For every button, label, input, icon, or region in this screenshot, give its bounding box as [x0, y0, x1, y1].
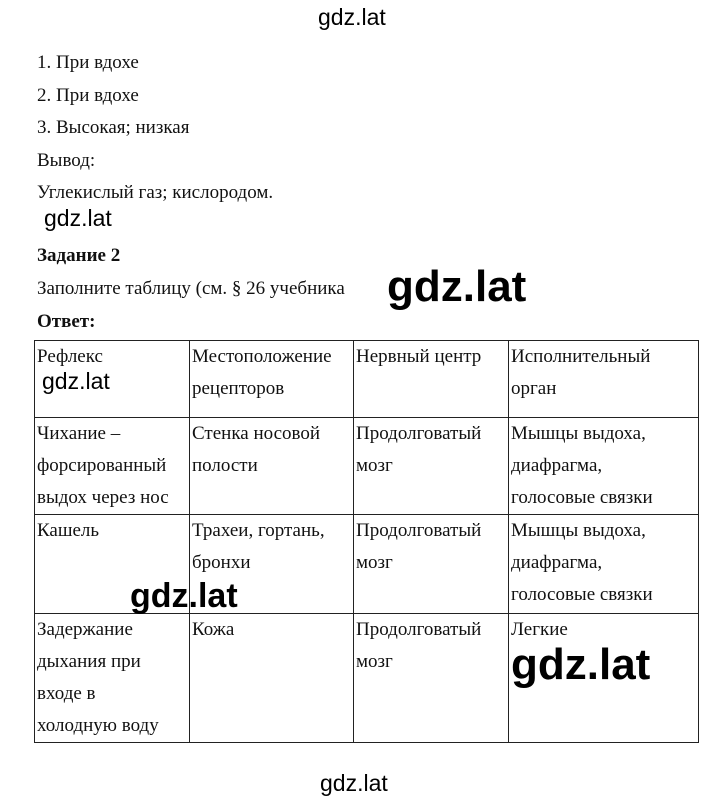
task-title: Задание 2 [37, 245, 121, 266]
table-cell: Продолговатый мозг [354, 515, 509, 614]
watermark-large: gdz.lat [387, 262, 527, 311]
watermark-large: gdz.lat [511, 640, 651, 689]
table-cell: Чихание – форсированный выдох через нос [35, 418, 190, 515]
table-header-row [35, 341, 699, 418]
watermark-bottom: gdz.lat [320, 770, 388, 796]
table-cell: Кожа [190, 614, 354, 743]
header-reflex: Рефлекс [35, 341, 190, 418]
header-receptor-location: Местоположение рецепторов [190, 341, 354, 418]
watermark-mid: gdz.lat [44, 205, 112, 231]
conclusion-label: Вывод: [37, 150, 96, 171]
table-cell: Легкие [509, 614, 699, 743]
table-cell: Стенка носовой полости [190, 418, 354, 515]
header-effector-organ: Исполнительный орган [509, 341, 699, 418]
table-cell: Мышцы выдоха, диафрагма, голосовые связки [509, 515, 699, 614]
table-cell: Продолговатый мозг [354, 418, 509, 515]
table-cell: Продолговатый мозг [354, 614, 509, 743]
task-prompt: Заполните таблицу (см. § 26 учебника [37, 278, 345, 299]
table-cell: Мышцы выдоха, диафрагма, голосовые связки [509, 418, 699, 515]
answer-item-3: 3. Высокая; низкая [37, 117, 190, 138]
table-cell: Трахеи, гортань, бронхи [190, 515, 354, 614]
watermark-top: gdz.lat [318, 4, 386, 30]
answer-item-2: 2. При вдохе [37, 85, 139, 106]
watermark-table: gdz.lat [42, 368, 110, 394]
conclusion-text: Углекислый газ; кислородом. [37, 182, 274, 203]
answer-label: Ответ: [37, 311, 96, 332]
watermark-large: gdz.lat [130, 577, 238, 615]
answer-item-1: 1. При вдохе [37, 52, 139, 73]
table-row [35, 418, 699, 515]
table-cell: Кашель [35, 515, 190, 614]
header-nerve-center: Нервный центр [354, 341, 509, 418]
table-cell: Задержание дыхания при входе в холодную воду [35, 614, 190, 743]
